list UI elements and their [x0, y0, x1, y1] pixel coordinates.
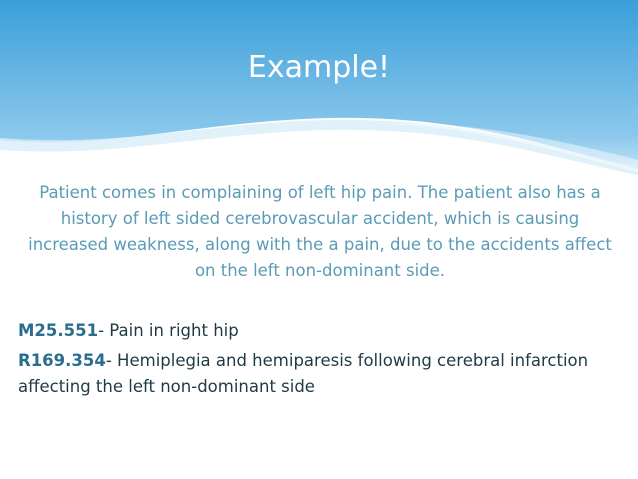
diagnosis-code: R169.354: [18, 351, 106, 370]
code-list: [18, 318, 618, 404]
code-description: - Hemiplegia and hemiparesis following cerebral infarction affecting the left non-dominant side: [18, 351, 589, 396]
diagnosis-code: M25.551: [18, 321, 99, 340]
code-description: - Pain in right hip: [98, 321, 239, 340]
slide-title: Example!: [247, 50, 391, 85]
code-item: [18, 318, 618, 344]
code-item: [18, 348, 618, 400]
intro-paragraph: Patient comes in complaining of left hip pain. The patient also has a history of left sided cerebrovascular accident, which is causing increased weakness, along with the a pain, due to the accidents affect on the left non-dominant side.: [28, 183, 612, 280]
